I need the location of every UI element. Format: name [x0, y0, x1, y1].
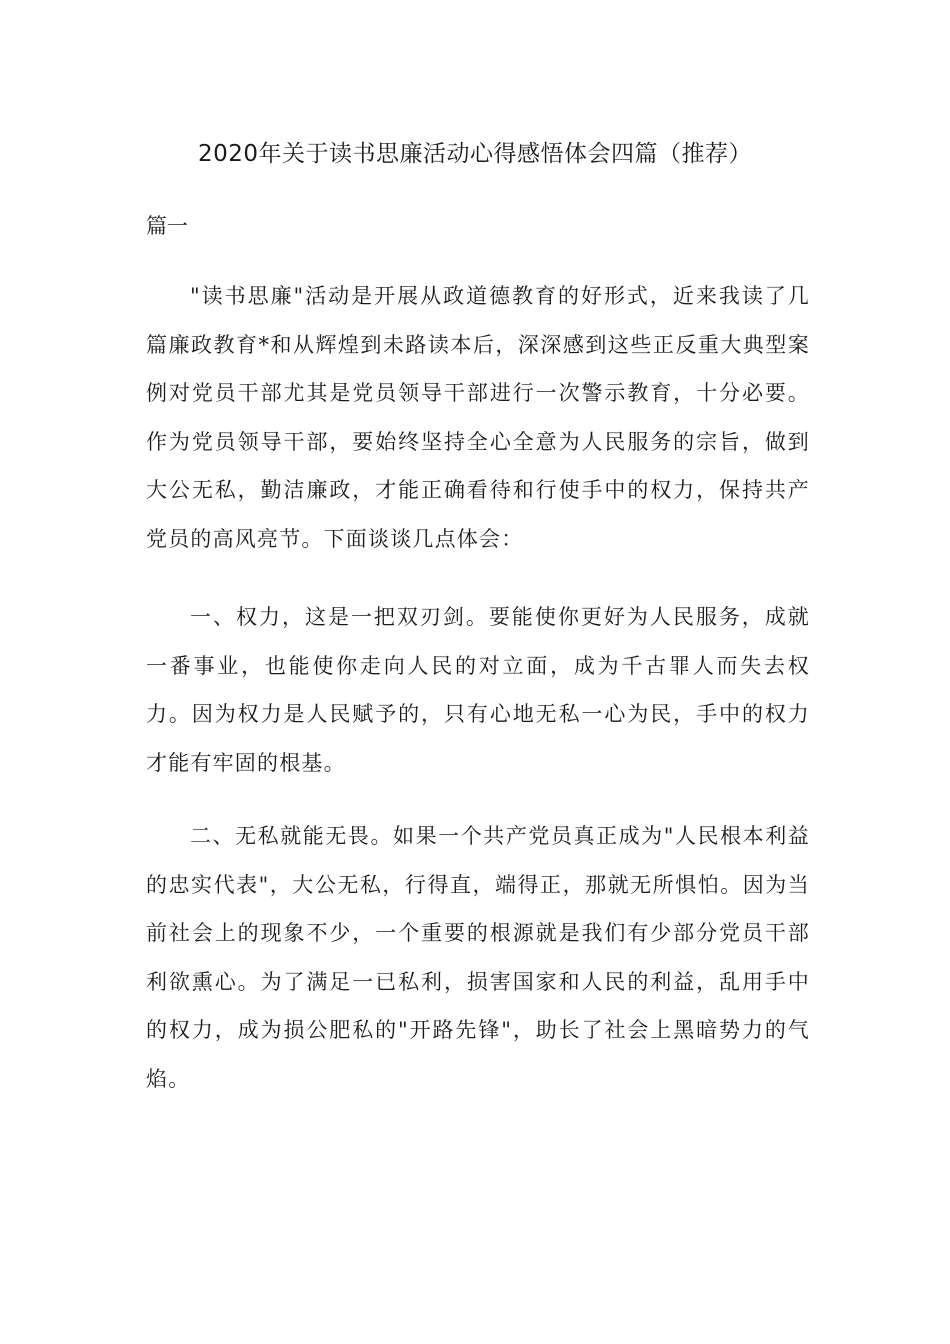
paragraph-point-two: 二、无私就能无畏。如果一个共产党员真正成为"人民根本利益的忠实代表"，大公无私，行得直，端得正，那就无所惧怕。因为当前社会上的现象不少，一个重要的根源就是我们有少部分党员干部利欲熏心。为了满足一已私利，损害国家和人民的利益，乱用手中的权力，成为损公肥私的"开路先锋"，助长了社会上黑暗势力的气焰。 [146, 824, 810, 1091]
paragraph-point-one: 一、权力，这是一把双刃剑。要能使你更好为人民服务，成就一番事业，也能使你走向人民的对立面，成为千古罪人而失去权力。因为权力是人民赋予的，只有心地无私一心为民，手中的权力才能有牢固的根基。 [146, 605, 810, 775]
document-title: 2020年关于读书思廉活动心得感悟体会四篇（推荐） [197, 141, 753, 167]
section-label: 篇一 [146, 214, 188, 238]
paragraph-intro: "读书思廉"活动是开展从政道德教育的好形式，近来我读了几篇廉政教育*和从辉煌到未路读本后，深深感到这些正反重大典型案例对党员干部尤其是党员领导干部进行一次警示教育，十分必要。作为党员领导干部，要始终坚持全心全意为人民服务的宗旨，做到大公无私，勤洁廉政，才能正确看待和行使手中的权力，保持共产党员的高风亮节。下面谈谈几点体会： [146, 284, 810, 551]
